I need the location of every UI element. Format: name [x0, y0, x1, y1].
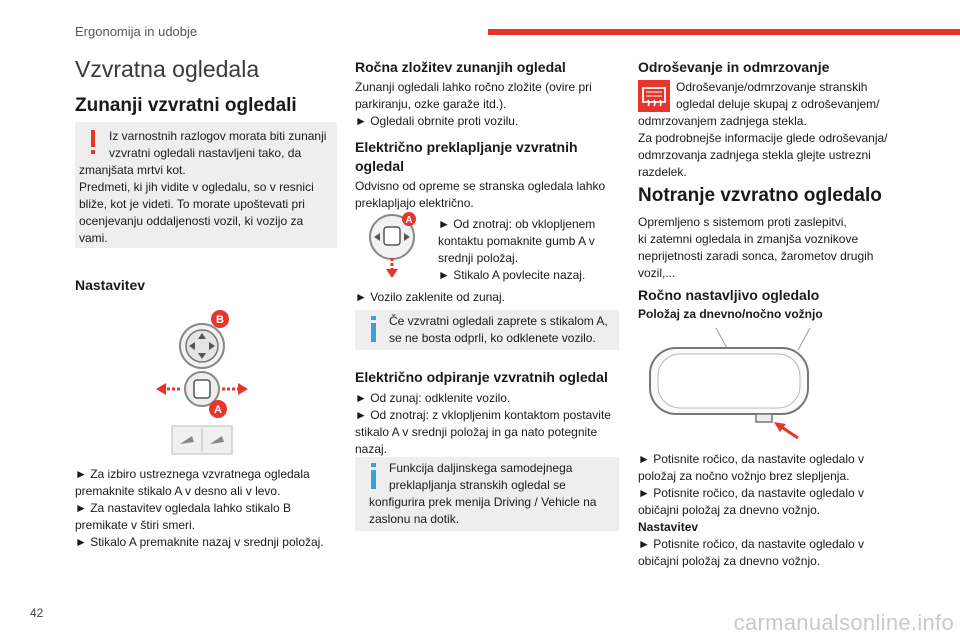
heading-manual-mirror: Ročno nastavljivo ogledalo	[638, 287, 820, 303]
open-step: stikalo A v srednji položaj in ga nato potegnite	[355, 425, 598, 439]
heading-interior-mirror: Notranje vzvratno ogledalo	[638, 185, 882, 206]
interior-line: Opremljeno s sistemom proti zaslepitvi,	[638, 215, 847, 229]
warning-line: zmanjšata mrtvi kot.	[79, 163, 186, 177]
info-line: zaslonu na dotik.	[369, 512, 460, 526]
demist-line: odmrzovanjem zadnjega stekla.	[638, 114, 807, 128]
warning-icon	[89, 130, 97, 156]
info-line: preklapljanja stranskih ogledal se	[389, 478, 566, 492]
info-box-remote	[355, 457, 619, 531]
heading-manual-fold: Ročna zložitev zunanjih ogledal	[355, 59, 566, 75]
info-line: konfigurira prek menija Driving / Vehicle na	[369, 495, 597, 509]
step-reset-switch: ► Stikalo A premaknite nazaj v srednji položaj.	[75, 535, 324, 549]
step-adjust-mirror: ► Za nastavitev ogledala lahko stikalo B premikate v štiri smeri.	[75, 501, 291, 532]
heading-electric-open: Električno odpiranje vzvratnih ogledal	[355, 369, 608, 385]
fold-step: srednji položaj.	[438, 251, 519, 265]
demist-line: odmrzovanja zadnjega stekla glejte ustrezni	[638, 148, 871, 162]
interior-mirror-illustration	[648, 328, 813, 443]
interior-line: vozil,...	[638, 266, 676, 280]
info-box-lock	[355, 310, 619, 350]
electric-fold-line: preklapljajo električno.	[355, 196, 474, 210]
interior-line: neprijetnosti zaradi sonca, žarometov drugih	[638, 249, 874, 263]
mirror-step: položaj za nočno vožnjo brez slepljenja.	[638, 469, 850, 483]
info-line: se ne bosta odprli, ko odklenete vozilo.	[389, 331, 596, 345]
label-a: A	[405, 215, 413, 226]
heading-demist: Odroševanje in odmrzovanje	[638, 59, 830, 75]
mirror-step: ► Potisnite ročico, da nastavite ogledalo v	[638, 486, 865, 500]
info-icon	[369, 463, 378, 489]
open-step: ► Od zunaj: odklenite vozilo.	[355, 391, 511, 405]
warning-line: Predmeti, ki jih vidite v ogledalu, so v resnici	[79, 180, 314, 194]
warning-line: ocenjevanju oddaljenosti vozil, ki vozijo za	[79, 214, 304, 228]
demist-line: Za podrobnejše informacije glede odroševanja/	[638, 131, 888, 145]
warning-box	[75, 122, 337, 248]
info-line: Funkcija daljinskega samodejnega	[389, 461, 573, 475]
heading-electric-fold-2: ogledal	[355, 158, 405, 174]
fold-step: kontaktu pomaknite gumb A v	[438, 234, 595, 248]
mirror-step: ► Potisnite ročico, da nastavite ogledalo v	[638, 537, 865, 551]
label-a: A	[214, 404, 222, 416]
label-b: B	[216, 314, 224, 326]
demist-line: ogledal deluje skupaj z odroševanjem/	[676, 97, 880, 111]
warning-line: vami.	[79, 231, 108, 245]
mirror-control-illustration	[140, 306, 260, 456]
demist-line: razdelek.	[638, 165, 687, 179]
mirror-step: običajni položaj za dnevno vožnjo.	[638, 503, 821, 517]
heading-electric-fold: Električno preklapljanje vzvratnih	[355, 139, 578, 155]
page-number: 42	[30, 606, 44, 620]
rear-demist-icon	[638, 80, 670, 112]
header-section-title: Ergonomija in udobje	[75, 24, 198, 39]
mirror-step: običajni položaj za dnevno vožnjo.	[638, 554, 821, 568]
heading-exterior-mirrors: Zunanji vzvratni ogledali	[75, 95, 297, 116]
demist-line: Odroševanje/odmrzovanje stranskih	[676, 80, 868, 94]
fold-step: ► Stikalo A povlecite nazaj.	[438, 268, 586, 282]
mirror-step: ► Potisnite ročico, da nastavite ogledalo v	[638, 452, 865, 466]
page-title: Vzvratna ogledala	[75, 56, 260, 82]
info-line: Če vzvratni ogledali zaprete s stikalom A,	[389, 314, 608, 328]
header-red-bar	[488, 29, 960, 35]
interior-line: ki zatemni ogledala in zmanjša voznikove	[638, 232, 859, 246]
manual-fold-line: parkiranju, ozke garaže itd.).	[355, 97, 507, 111]
electric-fold-line: Odvisno od opreme se stranska ogledala lahko	[355, 179, 606, 193]
manual-fold-line: ► Ogledali obrnite proti vozilu.	[355, 114, 519, 128]
warning-line: vzvratni ogledali nastavljeni tako, da	[109, 146, 302, 160]
heading-day-night: Položaj za dnevno/nočno vožnjo	[638, 307, 823, 321]
warning-line: bliže, kot je videti. To morate upoštevati pri	[79, 197, 305, 211]
warning-line: Iz varnostnih razlogov morata biti zunanji	[109, 129, 327, 143]
mirror-step-heading: Nastavitev	[638, 520, 699, 534]
open-step: nazaj.	[355, 442, 388, 456]
lock-step: ► Vozilo zaklenite od zunaj.	[355, 290, 505, 304]
manual-fold-line: Zunanji ogledali lahko ročno zložite (ovire pri	[355, 80, 592, 94]
fold-step: ► Od znotraj: ob vklopljenem	[438, 217, 596, 231]
heading-adjustment: Nastavitev	[75, 277, 146, 293]
open-step: ► Od znotraj: z vklopljenim kontaktom postavite	[355, 408, 611, 422]
watermark: carmanualsonline.info	[733, 610, 954, 635]
step-select-mirror: ► Za izbiro ustreznega vzvratnega ogledala premaknite stikalo A v desno ali v levo.	[75, 467, 310, 498]
info-icon	[369, 316, 378, 342]
fold-switch-illustration	[362, 212, 422, 280]
